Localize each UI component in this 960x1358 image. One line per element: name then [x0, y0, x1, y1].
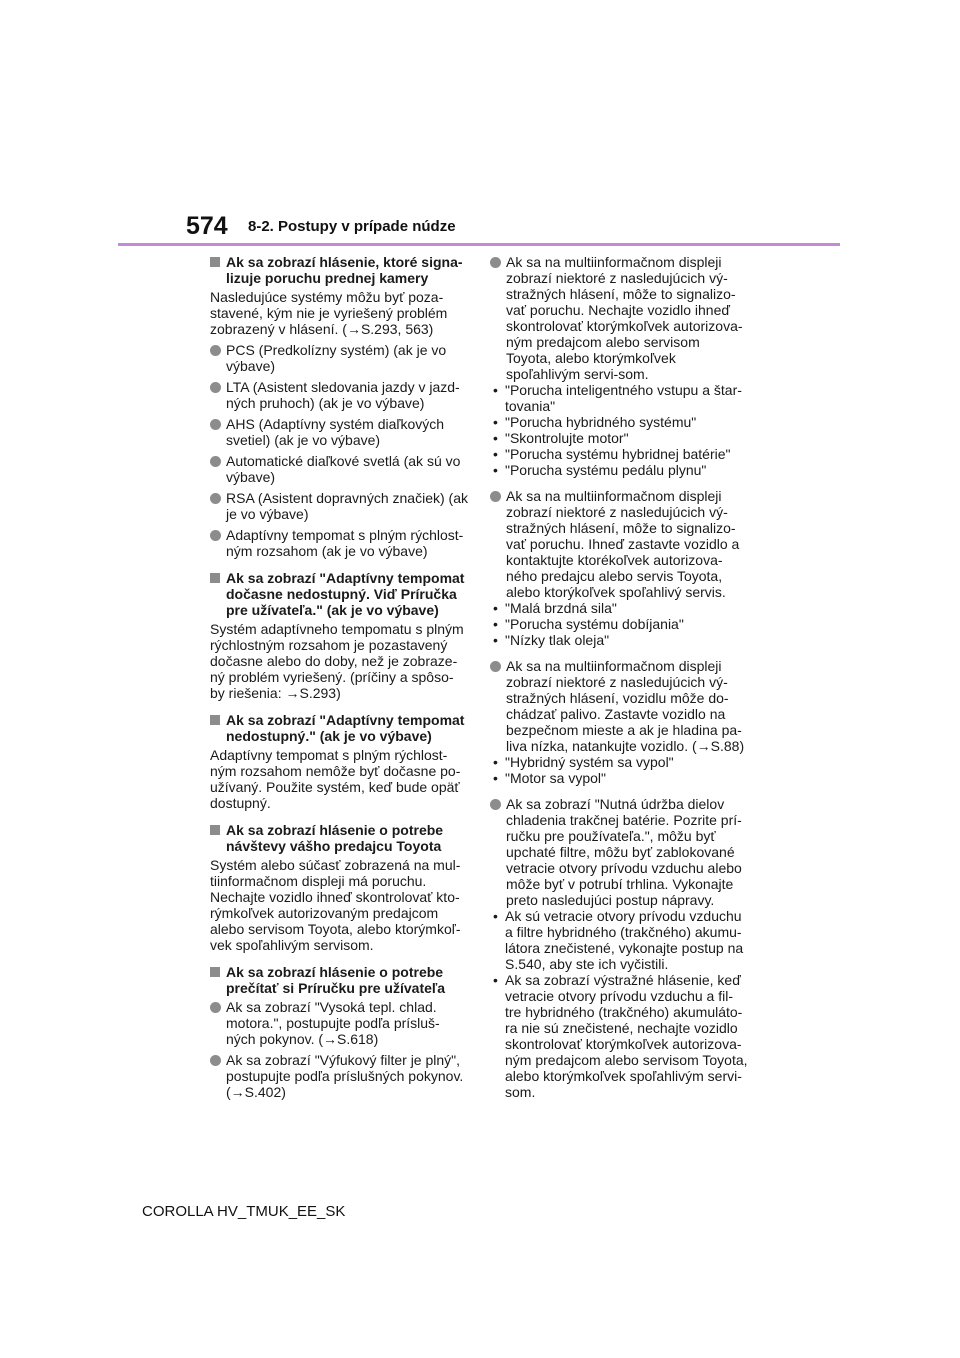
list-item: • "Motor sa vypol": [490, 770, 748, 786]
block-text: Adaptívny tempomat s plným rýchlost-ným rozsahom nemôže byť dočasne po-užívaný. Použite systém, keď bude opäť dostupný.: [210, 747, 461, 811]
block-text: LTA (Asistent sledovania jazdy v jazd-ných pruhoch) (ak je vo výbave): [226, 379, 460, 411]
section-heading: [210, 570, 468, 618]
list-item: • "Porucha hybridného systému": [490, 414, 748, 430]
block-text: RSA (Asistent dopravných značiek) (ak je vo výbave): [226, 490, 468, 522]
block-text: Ak sa zobrazí "Vysoká tepl. chlad. motora.", postupujte podľa prísluš-ných pokynov. (→S.618): [226, 999, 440, 1047]
block-text: Ak sa na multiinformačnom displeji zobrazí niektoré z nasledujúcich vý-stražných hlásení, vozidlu môže do-chádzať palivo. Zastavte vozidlo na bezpečnom mieste a ak je hladina pa-liva nízka, natankujte vozidlo. (→S.88): [506, 658, 745, 754]
paragraph: [210, 621, 468, 701]
list-item: • "Nízky tlak oleja": [490, 632, 748, 648]
block-text: Ak sa zobrazí "Adaptívny tempomat dočasne nedostupný. Viď Príručka pre užívateľa." (ak je vo výbave): [226, 570, 465, 618]
circle-bullet-icon: [490, 257, 501, 268]
list-item: • "Porucha systému pedálu plynu": [490, 462, 748, 478]
bullet-item: [490, 796, 748, 908]
square-marker-icon: [210, 573, 220, 583]
circle-bullet-icon: [210, 456, 221, 467]
block-text: Nasledujúce systémy môžu byť poza-stavené, kým nie je vyriešený problém zobrazený v hlásení. (→S.293, 563): [210, 289, 448, 337]
section-heading: [210, 822, 468, 854]
block-text: Ak sa zobrazí hlásenie o potrebe prečítať si Príručku pre užívateľa: [226, 964, 446, 996]
square-marker-icon: [210, 825, 220, 835]
warning-group: [490, 658, 748, 786]
block-text: Ak sa zobrazí "Nutná údržba dielov chladenia trakčnej batérie. Pozrite prí-ručku pre používateľa.", môžu byť upchaté filtre, môžu byť zablokované vetracie otvory prívodu vzduchu alebo môže byť v potrubí trhlina. Vykonajte preto nasledujúci postup nápravy.: [506, 796, 742, 908]
bullet-item: [210, 999, 468, 1047]
bullet-item: [490, 488, 748, 600]
circle-bullet-icon: [490, 491, 501, 502]
footer-code: COROLLA HV_TMUK_EE_SK: [142, 1203, 346, 1220]
square-marker-icon: [210, 715, 220, 725]
paragraph: [210, 857, 468, 953]
message-list: [490, 600, 748, 648]
bullet-item: [210, 453, 468, 485]
list-item: • "Malá brzdná sila": [490, 600, 748, 616]
bullet-item: [210, 490, 468, 522]
block-text: Ak sa na multiinformačnom displeji zobrazí niektoré z nasledujúcich vý-stražných hlásení, môže to signalizo-vať poruchu. Ihneď zastavte vozidlo a kontaktujte ktorékoľvek autorizova-ného predajcu alebo servis Toyota, alebo ktorýkoľvek spoľahlivý servis.: [506, 488, 740, 600]
section-heading: [210, 254, 468, 286]
block-text: Ak sa zobrazí hlásenie, ktoré signa-lizuje poruchu prednej kamery: [226, 254, 463, 286]
bullet-item: [210, 342, 468, 374]
bullet-item: [210, 416, 468, 448]
warning-group: [490, 254, 748, 478]
paragraph: [210, 747, 468, 811]
warning-group: [490, 488, 748, 648]
block-text: Automatické diaľkové svetlá (ak sú vo výbave): [226, 453, 461, 485]
message-list: [490, 754, 748, 786]
block-text: Adaptívny tempomat s plným rýchlost-ným rozsahom (ak je vo výbave): [226, 527, 464, 559]
circle-bullet-icon: [210, 530, 221, 541]
circle-bullet-icon: [490, 799, 501, 810]
bullet-item: [490, 254, 748, 382]
section-heading: [210, 964, 468, 996]
circle-bullet-icon: [210, 493, 221, 504]
left-column: [210, 254, 468, 1105]
header-divider: [118, 243, 840, 246]
circle-bullet-icon: [210, 345, 221, 356]
bullet-item: [210, 379, 468, 411]
message-list: [490, 908, 748, 1100]
square-marker-icon: [210, 257, 220, 267]
bullet-item: [210, 1052, 468, 1100]
warning-group: [490, 796, 748, 1100]
list-item: • Ak sa zobrazí výstražné hlásenie, keď vetracie otvory prívodu vzduchu a fil-tre hybridného (trakčného) akumuláto-ra nie sú znečistené, nechajte vozidlo skontrolovať ktorýmkoľvek autorizova-ným predajcom alebo servisom Toyota, alebo ktorýmkoľvek spoľahlivým servi-som.: [490, 972, 748, 1100]
block-text: PCS (Predkolízny systém) (ak je vo výbave): [226, 342, 447, 374]
section-title: 8-2. Postupy v prípade núdze: [248, 218, 456, 235]
page-number: 574: [186, 212, 228, 240]
circle-bullet-icon: [210, 382, 221, 393]
block-text: Ak sa zobrazí hlásenie o potrebe návštevy vášho predajcu Toyota: [226, 822, 444, 854]
message-list: [490, 382, 748, 478]
block-text: Ak sa na multiinformačnom displeji zobrazí niektoré z nasledujúcich vý-stražných hlásení, môže to signalizo-vať poruchu. Nechajte vozidlo ihneď skontrolovať ktorýmkoľvek autorizova-ným predajcom alebo servisom Toyota, alebo ktorýmkoľvek spoľahlivým servi-som.: [506, 254, 743, 382]
square-marker-icon: [210, 967, 220, 977]
bullet-item: [490, 658, 748, 754]
list-item: • "Hybridný systém sa vypol": [490, 754, 748, 770]
list-item: • Ak sú vetracie otvory prívodu vzduchu a filtre hybridného (trakčného) akumu-látora znečistené, vykonajte postup na S.540, aby ste ich vyčistili.: [490, 908, 748, 972]
block-text: Systém alebo súčasť zobrazená na mul-tiinformačnom displeji má poruchu. Nechajte vozidlo ihneď skontrolovať kto-rýmkoľvek autorizovaným predajcom alebo servisom Toyota, alebo ktorýmkoľ-vek spoľahlivým servisom.: [210, 857, 461, 953]
block-text: Ak sa zobrazí "Výfukový filter je plný", postupujte podľa príslušných pokynov. (→S.402): [226, 1052, 464, 1100]
circle-bullet-icon: [210, 419, 221, 430]
list-item: • "Porucha inteligentného vstupu a štar-tovania": [490, 382, 748, 414]
block-text: Systém adaptívneho tempomatu s plným rýchlostným rozsahom je pozastavený dočasne alebo do doby, než je zobraze-ný problém vyriešený. (príčiny a spôso-by riešenia: →S.293): [210, 621, 464, 701]
section-heading: [210, 712, 468, 744]
block-text: Ak sa zobrazí "Adaptívny tempomat nedostupný." (ak je vo výbave): [226, 712, 465, 744]
paragraph: [210, 289, 468, 337]
block-text: AHS (Adaptívny systém diaľkových svetiel) (ak je vo výbave): [226, 416, 445, 448]
circle-bullet-icon: [210, 1055, 221, 1066]
circle-bullet-icon: [210, 1002, 221, 1013]
bullet-item: [210, 527, 468, 559]
list-item: • "Skontrolujte motor": [490, 430, 748, 446]
list-item: • "Porucha systému hybridnej batérie": [490, 446, 748, 462]
circle-bullet-icon: [490, 661, 501, 672]
right-column: [490, 254, 748, 1110]
list-item: • "Porucha systému dobíjania": [490, 616, 748, 632]
